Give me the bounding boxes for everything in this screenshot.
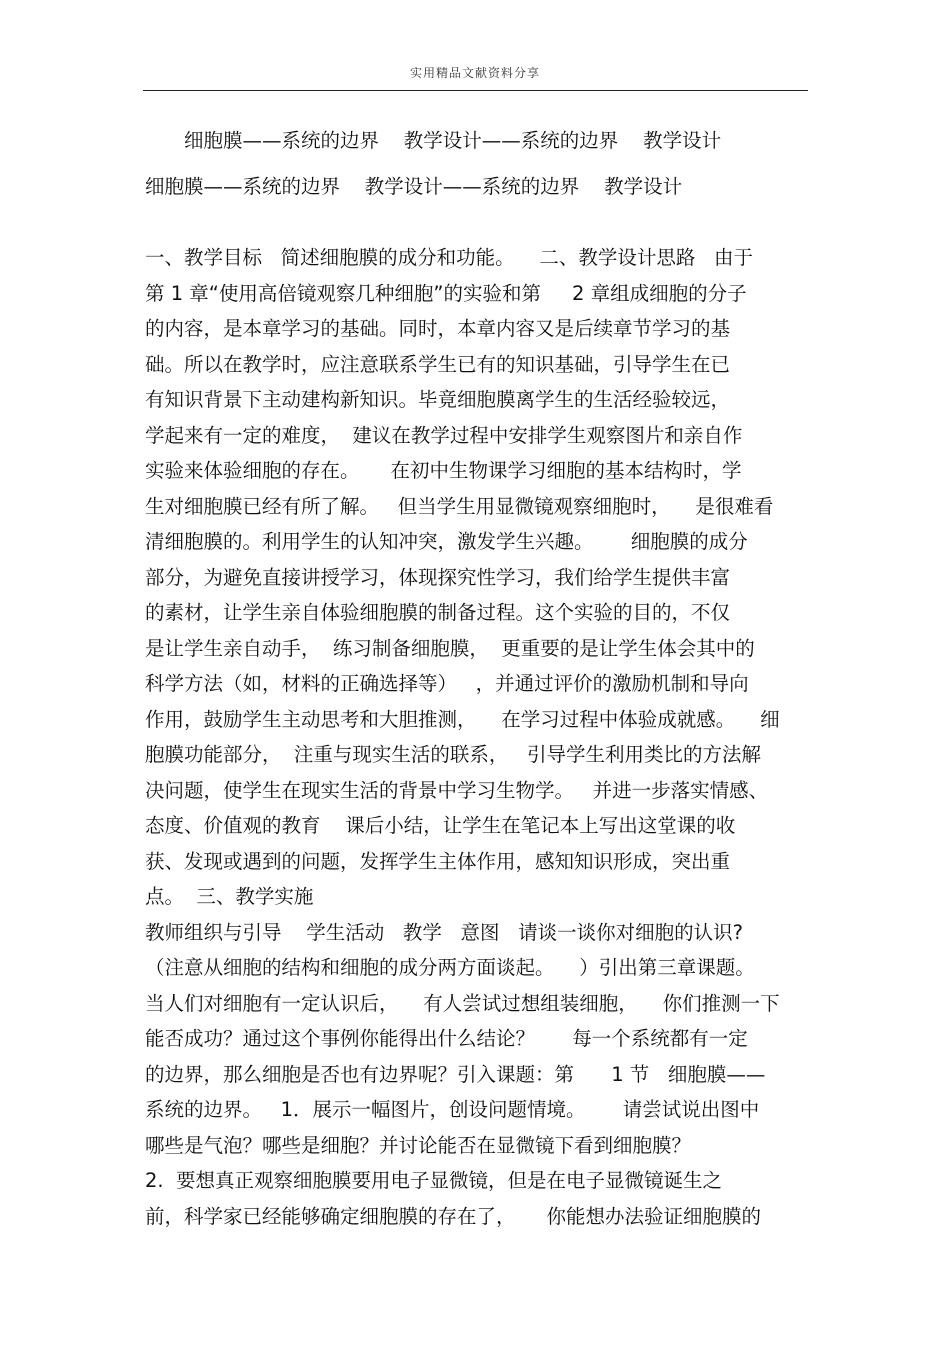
body-line: 前，科学家已经能够确定细胞膜的存在了， 你能想办法验证细胞膜的 [145, 1205, 761, 1228]
body-line: 态度、价值观的教育 课后小结，让学生在笔记本上写出这堂课的收 [145, 814, 736, 837]
body-line: 点。 三、教学实施 [145, 885, 314, 908]
header-text: 实用精品文献资料分享 [409, 66, 540, 80]
body-line: 实验来体验细胞的存在。 在初中生物课学习细胞的基本结构时，学 [145, 459, 742, 482]
body-line: 础。所以在教学时，应注意联系学生已有的知识基础，引导学生在已 [145, 353, 731, 376]
title-line: 细胞膜——系统的边界 教学设计——系统的边界 教学设计 [145, 175, 683, 198]
body-line: （注意从细胞的结构和细胞的成分两方面谈起。 ）引出第三章课题。 [145, 956, 755, 979]
title-line: 细胞膜——系统的边界 教学设计——系统的边界 教学设计 [184, 129, 722, 152]
body-line: 系统的边界。 1．展示一幅图片，创设问题情境。 请尝试说出图中 [145, 1098, 760, 1121]
body-line: 科学方法（如，材料的正确选择等） ，并通过评价的激励机制和导向 [145, 672, 749, 695]
body-line: 的内容，是本章学习的基础。同时，本章内容又是后续章节学习的基 [145, 317, 731, 340]
body-line: 胞膜功能部分， 注重与现实生活的联系， 引导学生利用类比的方法解 [145, 743, 761, 766]
body-line: 的素材，让学生亲自体验细胞膜的制备过程。这个实验的目的，不仅 [145, 601, 731, 624]
body-line: 获、发现或遇到的问题，发挥学生主体作用，感知知识形成，突出重 [145, 850, 731, 873]
body-line: 教师组织与引导 学生活动 教学 意图 请谈一谈你对细胞的认识? [145, 921, 743, 944]
body-line: 学起来有一定的难度， 建议在教学过程中安排学生观察图片和亲自作 [145, 424, 743, 447]
body-line: 部分，为避免直接讲授学习，体现探究性学习，我们给学生提供丰富 [145, 566, 731, 589]
header-divider [143, 90, 808, 91]
body-line: 生对细胞膜已经有所了解。 但当学生用显微镜观察细胞时， 是很难看 [145, 495, 774, 518]
body-line: 有知识背景下主动建构新知识。毕竟细胞膜离学生的生活经验较远， [145, 388, 731, 411]
body-line: 的边界，那么细胞是否也有边界呢？引入课题：第 1 节 细胞膜—— [145, 1063, 766, 1086]
body-line: 第 1 章“使用高倍镜观察几种细胞”的实验和第 2 章组成细胞的分子 [145, 282, 747, 305]
body-line: 一、教学目标 简述细胞膜的成分和功能。 二、教学设计思路 由于 [145, 246, 753, 269]
body-line: 能否成功？通过这个事例你能得出什么结论？ 每一个系统都有一定 [145, 1027, 748, 1050]
body-line: 是让学生亲自动手， 练习制备细胞膜， 更重要的是让学生体会其中的 [145, 637, 755, 660]
body-line: 当人们对细胞有一定认识后， 有人尝试过想组装细胞， 你们推测一下 [145, 992, 780, 1015]
body-line: 作用，鼓励学生主动思考和大胆推测， 在学习过程中体验成就感。 细 [145, 708, 780, 731]
body-line: 清细胞膜的。利用学生的认知冲突，激发学生兴趣。 细胞膜的成分 [145, 530, 748, 553]
body-line: 哪些是气泡？哪些是细胞？并讨论能否在显微镜下看到细胞膜？ [145, 1134, 692, 1157]
body-line: 2. 要想真正观察细胞膜要用电子显微镜，但是在电子显微镜诞生之 [145, 1169, 723, 1192]
body-line: 决问题，使学生在现实生活的背景中学习生物学。 并进一步落实情感、 [145, 779, 769, 802]
